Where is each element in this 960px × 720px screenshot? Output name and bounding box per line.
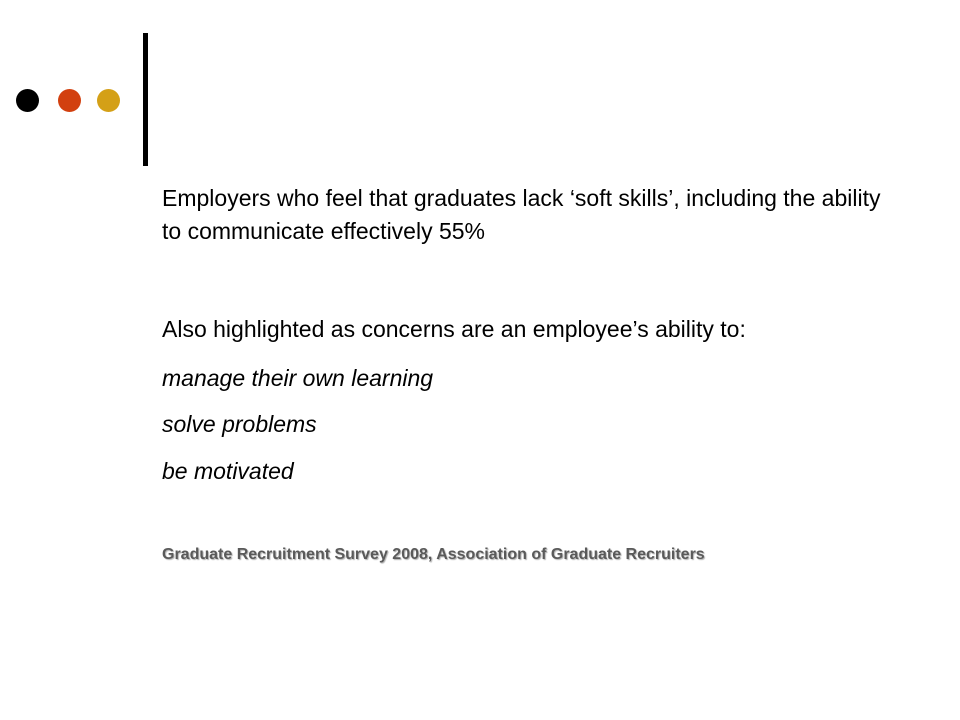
slide-content	[162, 182, 902, 563]
soft-skills-statement: Employers who feel that graduates lack ‘soft skills’, including the ability to communicate effectively 55%	[162, 185, 881, 244]
concern-item: be motivated	[162, 458, 294, 484]
vertical-rule	[143, 33, 148, 166]
concern-item: solve problems	[162, 411, 317, 437]
orange-dot	[58, 89, 81, 112]
source-citation: Graduate Recruitment Survey 2008, Association of Graduate Recruiters	[162, 546, 705, 563]
gold-dot	[97, 89, 120, 112]
black-dot	[16, 89, 39, 112]
concerns-intro: Also highlighted as concerns are an employee’s ability to:	[162, 316, 746, 342]
concern-item: manage their own learning	[162, 365, 434, 391]
